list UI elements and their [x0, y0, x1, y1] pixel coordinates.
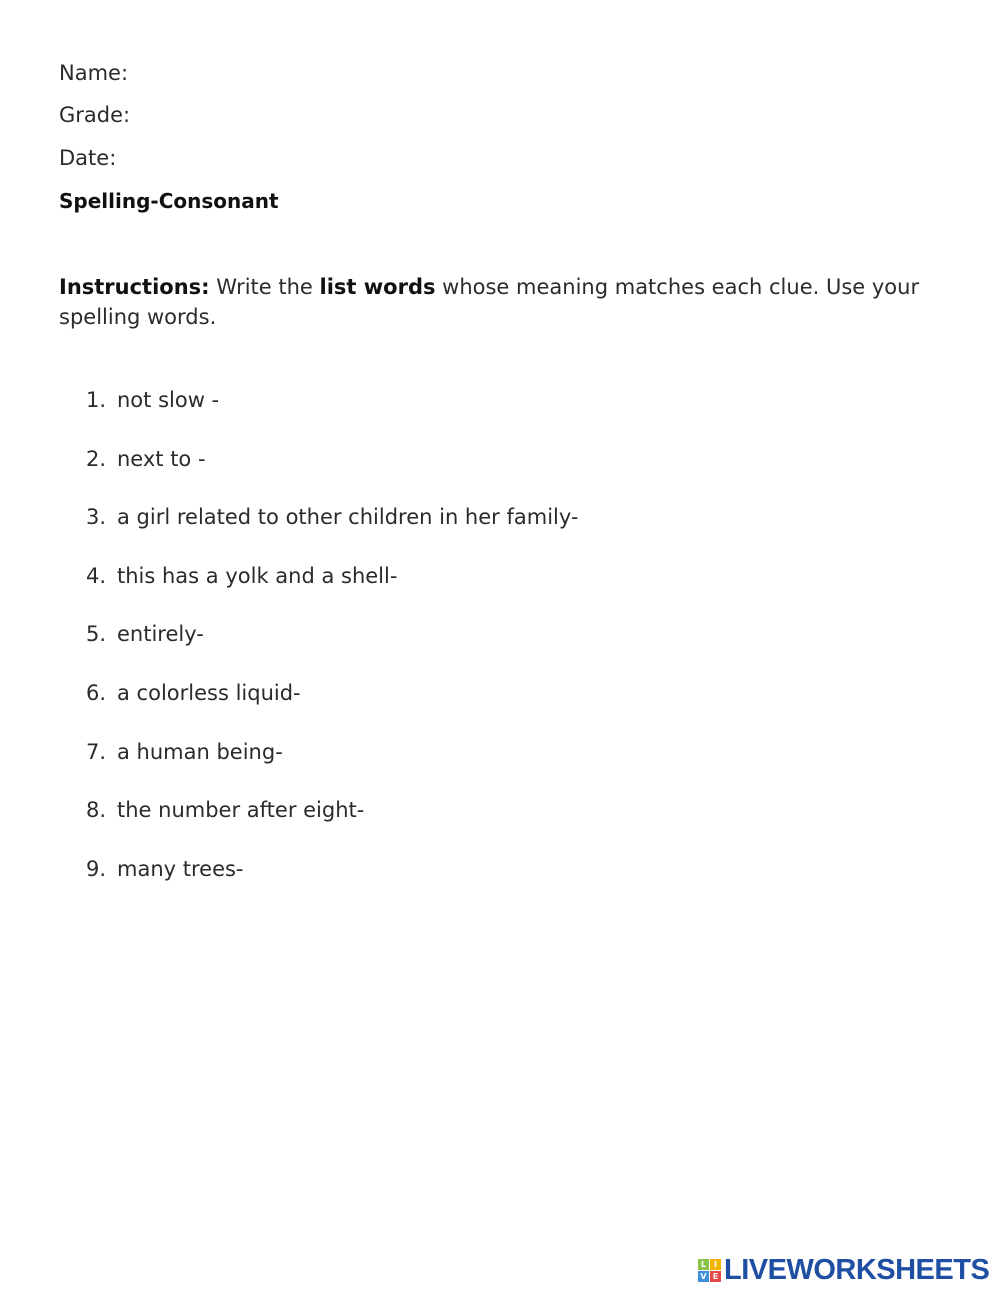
clue-text: entirely- — [117, 622, 204, 647]
clue-number: 7. — [86, 739, 107, 764]
clue-item — [86, 562, 579, 621]
instructions — [59, 272, 939, 332]
clue-text: a girl related to other children in her family- — [117, 505, 579, 530]
clue-item — [86, 796, 579, 855]
instructions-text-after: whose meaning matches each clue. Use your spelling words. — [59, 275, 920, 329]
logo-blocks-icon — [698, 1259, 721, 1282]
clue-number: 3. — [86, 505, 107, 530]
clue-item — [86, 855, 579, 914]
clue-item — [86, 445, 579, 504]
instructions-emphasis: list words — [319, 275, 436, 299]
worksheet-title: Spelling-Consonant — [59, 189, 279, 213]
clue-item — [86, 679, 579, 738]
logo-block: V — [698, 1271, 709, 1282]
clue-number: 5. — [86, 622, 107, 647]
clue-number: 8. — [86, 798, 107, 823]
clue-text: this has a yolk and a shell- — [117, 563, 398, 588]
clue-text: the number after eight- — [117, 798, 365, 823]
clue-item — [86, 738, 579, 797]
logo-text: LIVEWORKSHEETS — [724, 1254, 990, 1286]
logo-block: E — [710, 1271, 721, 1282]
instructions-text-before: Write the — [209, 275, 320, 299]
clue-text: a colorless liquid- — [117, 680, 301, 705]
clue-number: 9. — [86, 856, 107, 881]
instructions-lead: Instructions: — [59, 275, 210, 299]
clue-number: 1. — [86, 388, 107, 412]
clue-number: 2. — [86, 446, 107, 471]
clue-text: not slow - — [117, 388, 220, 412]
clue-text: many trees- — [117, 856, 244, 881]
logo-block: I — [710, 1259, 721, 1270]
date-label: Date: — [59, 146, 117, 170]
clue-item — [86, 386, 579, 445]
clue-text: next to - — [117, 446, 206, 471]
clue-text: a human being- — [117, 739, 283, 764]
clue-item — [86, 620, 579, 679]
clue-number: 6. — [86, 680, 107, 705]
clue-number: 4. — [86, 563, 107, 588]
logo-block: L — [698, 1259, 709, 1270]
name-label: Name: — [59, 61, 129, 85]
liveworksheets-logo — [698, 1256, 989, 1284]
clue-list — [86, 386, 579, 913]
grade-label: Grade: — [59, 103, 131, 127]
clue-item — [86, 503, 579, 562]
